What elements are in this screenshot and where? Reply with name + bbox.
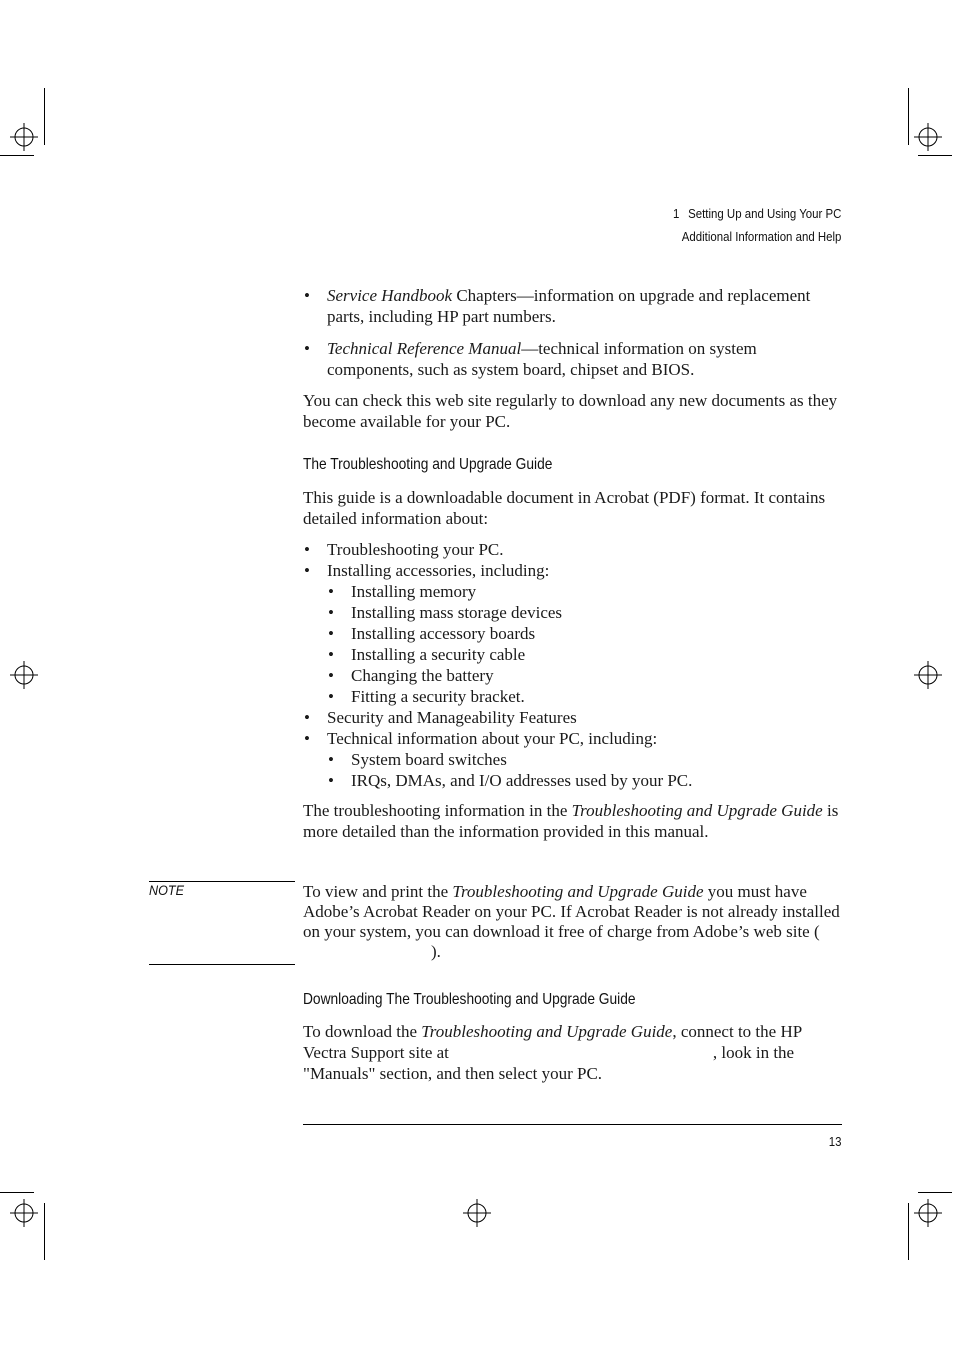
- registration-mark-mid-right: [914, 661, 942, 689]
- crop-mark: [44, 1203, 45, 1260]
- list-item: [303, 707, 843, 728]
- section-paragraph: This guide is a downloadable document in Acrobat (PDF) format. It contains detailed information about:: [303, 488, 826, 528]
- closing-paragraph: [303, 800, 843, 842]
- crop-mark: [918, 1192, 952, 1193]
- sub-list-item: [327, 686, 843, 707]
- crop-mark: [0, 155, 34, 156]
- crop-mark: [0, 1192, 34, 1193]
- list-item: [303, 338, 843, 380]
- bullet: •: [328, 750, 334, 769]
- chapter-title: Setting Up and Using Your PC: [687, 206, 841, 221]
- note-text-pre: To view and print the: [303, 882, 453, 901]
- download-text-mid: , connect to the HP Vectra Support site at: [303, 1022, 802, 1062]
- bullet: •: [328, 645, 334, 664]
- bullet: •: [328, 582, 334, 601]
- intro-paragraph: You can check this web site regularly to download any new documents as they become available for your PC.: [303, 391, 838, 431]
- bullet: •: [328, 603, 334, 622]
- crop-mark: [908, 1203, 909, 1260]
- download-text-post: , look in the "Manuals" section, and then select your PC.: [303, 1043, 795, 1083]
- bullet: •: [304, 286, 310, 305]
- running-header-section: Additional Information and Help: [681, 229, 841, 244]
- sub-list-item: [327, 644, 843, 665]
- contents-list-block: [303, 539, 843, 791]
- sub-list-item-text: Changing the battery: [351, 666, 494, 685]
- note-text-end: ).: [431, 942, 441, 961]
- bullet: •: [328, 624, 334, 643]
- crop-mark: [44, 88, 45, 145]
- running-header-chapter: [673, 206, 841, 221]
- registration-mark-bottom-center: [463, 1199, 491, 1227]
- section-heading: Downloading The Troubleshooting and Upgrade Guide: [303, 991, 636, 1008]
- sub-list-item-text: IRQs, DMAs, and I/O addresses used by your PC.: [351, 771, 693, 790]
- bullet: •: [304, 561, 310, 580]
- chapter-number: 1: [672, 206, 679, 221]
- crop-mark: [918, 155, 952, 156]
- registration-mark-mid-left: [10, 661, 38, 689]
- sub-list-item: [327, 665, 843, 686]
- closing-text-pre: The troubleshooting information in the: [303, 801, 572, 820]
- sub-list-item: [327, 602, 843, 623]
- registration-mark-top-right: [914, 123, 942, 151]
- bullet: •: [328, 666, 334, 685]
- sub-list-item: [327, 749, 843, 770]
- note-text-post: you must have Adobe’s Acrobat Reader on your PC. If Acrobat Reader is not already installed on your system, you can download it free of charge from Adobe’s web site (: [303, 882, 840, 941]
- guide-title: Troubleshooting and Upgrade Guide: [421, 1022, 673, 1041]
- list-item: [303, 539, 843, 560]
- list-item-text: Troubleshooting your PC.: [327, 540, 504, 559]
- list-item-text: Installing accessories, including:: [327, 561, 550, 580]
- closing-text-post: is more detailed than the information provided in this manual.: [303, 801, 839, 841]
- section-heading: The Troubleshooting and Upgrade Guide: [303, 456, 553, 473]
- list-item: [303, 728, 843, 791]
- registration-mark-top-left: [10, 123, 38, 151]
- note-bottom-rule: [149, 964, 295, 965]
- note-label: NOTE: [149, 882, 185, 898]
- list-item-text: Security and Manageability Features: [327, 708, 577, 727]
- doc-title: Service Handbook: [327, 286, 453, 305]
- sub-list-item: [327, 623, 843, 644]
- download-text-pre: To download the: [303, 1022, 422, 1041]
- list-item-text: Chapters—information on upgrade and replacement parts, including HP part numbers.: [327, 286, 811, 326]
- note-text: [303, 882, 843, 962]
- intro-list: [303, 285, 843, 380]
- sub-list-item-text: Installing a security cable: [351, 645, 526, 664]
- contents-list: [303, 539, 843, 791]
- sub-list-item-text: Fitting a security bracket.: [351, 687, 525, 706]
- bullet: •: [304, 729, 310, 748]
- bullet: •: [304, 540, 310, 559]
- registration-mark-bottom-right: [914, 1199, 942, 1227]
- sub-list-item-text: System board switches: [351, 750, 507, 769]
- sub-list-item-text: Installing mass storage devices: [351, 603, 563, 622]
- sub-list-item: [327, 581, 843, 602]
- list-item: [303, 285, 843, 327]
- crop-mark: [908, 88, 909, 145]
- registration-mark-bottom-left: [10, 1199, 38, 1227]
- download-paragraph: [303, 1021, 843, 1084]
- sub-list-item: [327, 770, 843, 791]
- list-item: [303, 560, 843, 707]
- sub-list-item-text: Installing accessory boards: [351, 624, 536, 643]
- footer-rule: [303, 1124, 842, 1125]
- guide-title: Troubleshooting and Upgrade Guide: [571, 801, 823, 820]
- sub-list-item-text: Installing memory: [351, 582, 477, 601]
- bullet: •: [304, 339, 310, 358]
- guide-title: Troubleshooting and Upgrade Guide: [452, 882, 704, 901]
- page-number: 13: [828, 1134, 841, 1149]
- sub-list: [327, 581, 843, 707]
- intro-list-block: [303, 285, 843, 380]
- list-item-text: Technical information about your PC, including:: [327, 729, 658, 748]
- list-item-text: —technical information on system components, such as system board, chipset and BIOS.: [327, 339, 757, 379]
- bullet: •: [328, 687, 334, 706]
- bullet: •: [304, 708, 310, 727]
- sub-list: [327, 749, 843, 791]
- doc-title: Technical Reference Manual: [327, 339, 522, 358]
- bullet: •: [328, 771, 334, 790]
